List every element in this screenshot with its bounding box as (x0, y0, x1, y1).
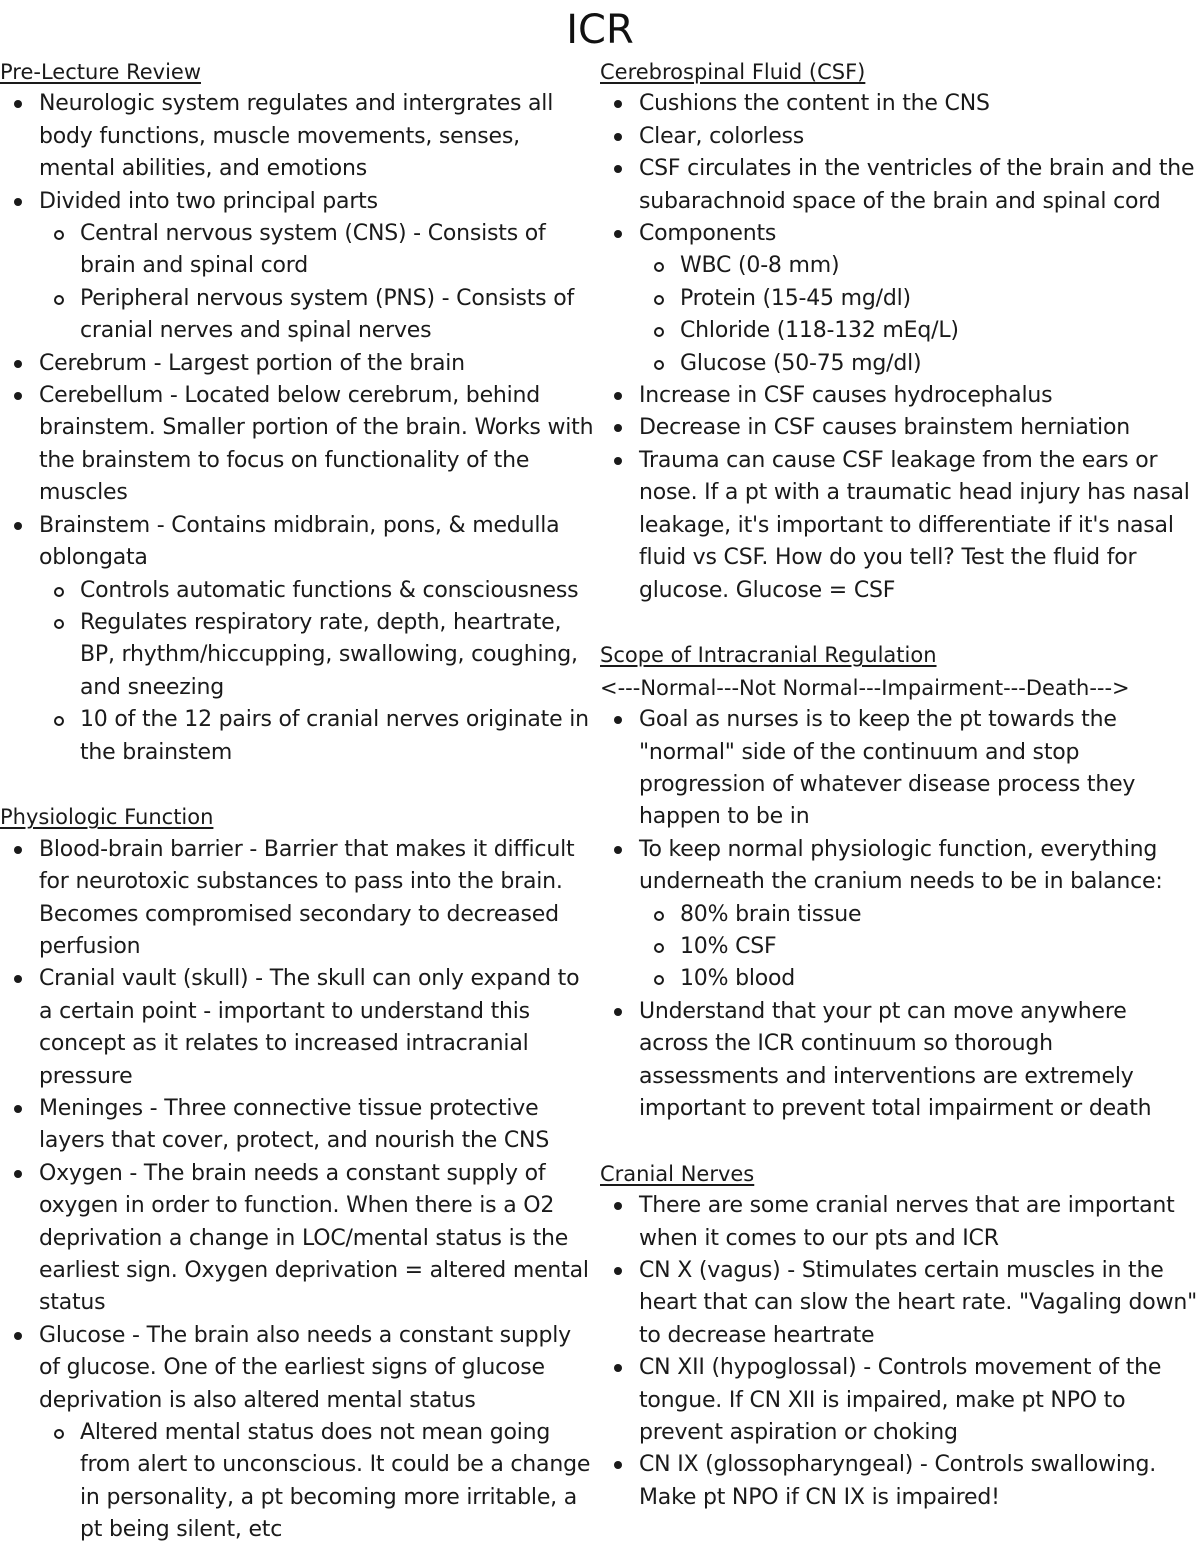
item-text: CN XII (hypoglossal) - Controls movement of the tongue. If CN XII is impaired, make pt NPO to prevent aspiration or choking (639, 1355, 1162, 1446)
list-item (600, 1255, 1198, 1352)
item-text: Blood-brain barrier - Barrier that makes it difficult for neurotoxic substances to pass into the brain. Becomes compromised secondary to decreased perfusion (39, 836, 575, 959)
item-text: Cerebrum - Largest portion of the brain (39, 350, 465, 376)
document-title: ICR (566, 7, 634, 53)
item-text: Oxygen - The brain needs a constant supply of oxygen in order to function. When there is a O2 deprivation a change in LOC/mental status is the earliest sign. Oxygen deprivation = altered mental status (39, 1160, 589, 1316)
sub-list-item: 80% brain tissue (639, 899, 1198, 931)
list-item (600, 412, 1198, 444)
item-text: Goal as nurses is to keep the pt towards the "normal" side of the continuum and stop progression of whatever disease process they happen to be in (639, 707, 1136, 830)
list-item (0, 348, 598, 380)
sub-list-item: Glucose (50-75 mg/dl) (639, 348, 1198, 380)
bullet-list (0, 88, 598, 769)
section-heading: Physiologic Function (0, 805, 214, 830)
bullet-list (0, 834, 598, 1547)
list-item (600, 121, 1198, 153)
list-item (600, 380, 1198, 412)
item-text: There are some cranial nerves that are important when it comes to our pts and ICR (639, 1193, 1175, 1251)
section-heading: Scope of Intracranial Regulation (600, 643, 937, 668)
item-text: Divided into two principal parts (39, 188, 378, 214)
sub-list-item: Peripheral nervous system (PNS) - Consists of cranial nerves and spinal nerves (39, 283, 598, 348)
scope-section (600, 639, 1198, 1125)
sub-list-item: 10% CSF (639, 931, 1198, 963)
list-item (600, 445, 1198, 607)
bullet-list (600, 88, 1198, 607)
sub-list-item: Central nervous system (CNS) - Consists of brain and spinal cord (39, 218, 598, 283)
sub-list-item: Regulates respiratory rate, depth, heartrate, BP, rhythm/hiccupping, swallowing, coughing, and sneezing (39, 607, 598, 704)
item-text: Meninges - Three connective tissue protective layers that cover, protect, and nourish the CNS (39, 1095, 550, 1154)
item-text: CN X (vagus) - Stimulates certain muscles in the heart that can slow the heart rate. "Vagaling down" to decrease heartrate (639, 1258, 1198, 1348)
sub-list (639, 899, 1198, 996)
item-text: Neurologic system regulates and intergrates all body functions, muscle movements, senses, mental abilities, and emotions (39, 91, 554, 182)
section-heading: Cerebrospinal Fluid (CSF) (600, 60, 866, 84)
sub-list-item: Controls automatic functions & consciousness (39, 575, 598, 607)
list-item (600, 153, 1198, 218)
item-text: Cushions the content in the CNS (639, 91, 990, 117)
item-text: CSF circulates in the ventricles of the brain and the subarachnoid space of the brain and spinal cord (639, 156, 1195, 214)
item-text: Brainstem - Contains midbrain, pons, & medulla oblongata (39, 512, 560, 571)
item-text: Decrease in CSF causes brainstem herniation (639, 415, 1130, 441)
list-item (0, 1320, 598, 1547)
item-text: Cranial vault (skull) - The skull can only expand to a certain point - important to understand this concept as it relates to increased intracranial pressure (39, 966, 580, 1089)
pre-lecture-review-section (0, 56, 598, 769)
list-item (0, 186, 598, 348)
sub-list-item: Chloride (118-132 mEq/L) (639, 315, 1198, 347)
list-item (0, 963, 598, 1093)
list-item (600, 1449, 1198, 1514)
item-text: Increase in CSF causes hydrocephalus (639, 383, 1053, 409)
sub-list-item: 10 of the 12 pairs of cranial nerves originate in the brainstem (39, 704, 598, 769)
left-column (0, 56, 598, 1547)
sub-list-item: Altered mental status does not mean going from alert to unconscious. It could be a change in personality, a pt becoming more irritable, a pt being silent, etc (39, 1417, 598, 1547)
item-text: To keep normal physiologic function, everything underneath the cranium needs to be in balance: (639, 836, 1163, 895)
continuum-line: <---Normal---Not Normal---Impairment---Death---> (600, 675, 1130, 700)
list-item (600, 88, 1198, 120)
item-text: CN IX (glossopharyngeal) - Controls swallowing. Make pt NPO if CN IX is impaired! (639, 1452, 1157, 1510)
list-item (0, 1093, 598, 1158)
sub-list (639, 250, 1198, 380)
item-text: Components (639, 221, 777, 247)
section-heading: Pre-Lecture Review (0, 60, 201, 84)
item-text: Understand that your pt can move anywhere across the ICR continuum so thorough assessments and interventions are extremely important to prevent total impairment or death (639, 998, 1152, 1121)
item-text: Trauma can cause CSF leakage from the ears or nose. If a pt with a traumatic head injury has nasal leakage, it's important to differentiate if it's nasal fluid vs CSF. How do you tell? Test the fluid for glucose. Glucose = CSF (639, 447, 1190, 603)
list-item (600, 704, 1198, 834)
csf-section (600, 56, 1198, 607)
section-heading: Cranial Nerves (600, 1161, 755, 1186)
item-text: Glucose - The brain also needs a constant supply of glucose. One of the earliest signs of glucose deprivation is also altered mental status (39, 1322, 571, 1413)
item-text: Clear, colorless (639, 123, 805, 149)
sub-list (39, 575, 598, 769)
physiologic-function-section (0, 801, 598, 1546)
list-item (0, 510, 598, 769)
list-item (600, 218, 1198, 380)
list-item (0, 88, 598, 185)
list-item (600, 1352, 1198, 1449)
bullet-list (600, 704, 1198, 1125)
list-item (0, 380, 598, 510)
sub-list-item: WBC (0-8 mm) (639, 250, 1198, 282)
sub-list-item: Protein (15-45 mg/dl) (639, 283, 1198, 315)
item-text: Cerebellum - Located below cerebrum, behind brainstem. Smaller portion of the brain. Works with the brainstem to focus on functionality of the muscles (39, 383, 594, 506)
list-item (0, 1158, 598, 1320)
right-column (600, 56, 1198, 1514)
sub-list (39, 1417, 598, 1547)
cranial-nerves-section (600, 1158, 1198, 1514)
sub-list-item: 10% blood (639, 963, 1198, 995)
list-item (600, 1190, 1198, 1255)
sub-list (39, 218, 598, 348)
list-item (600, 996, 1198, 1126)
bullet-list (600, 1190, 1198, 1514)
list-item (600, 834, 1198, 996)
list-item (0, 834, 598, 964)
